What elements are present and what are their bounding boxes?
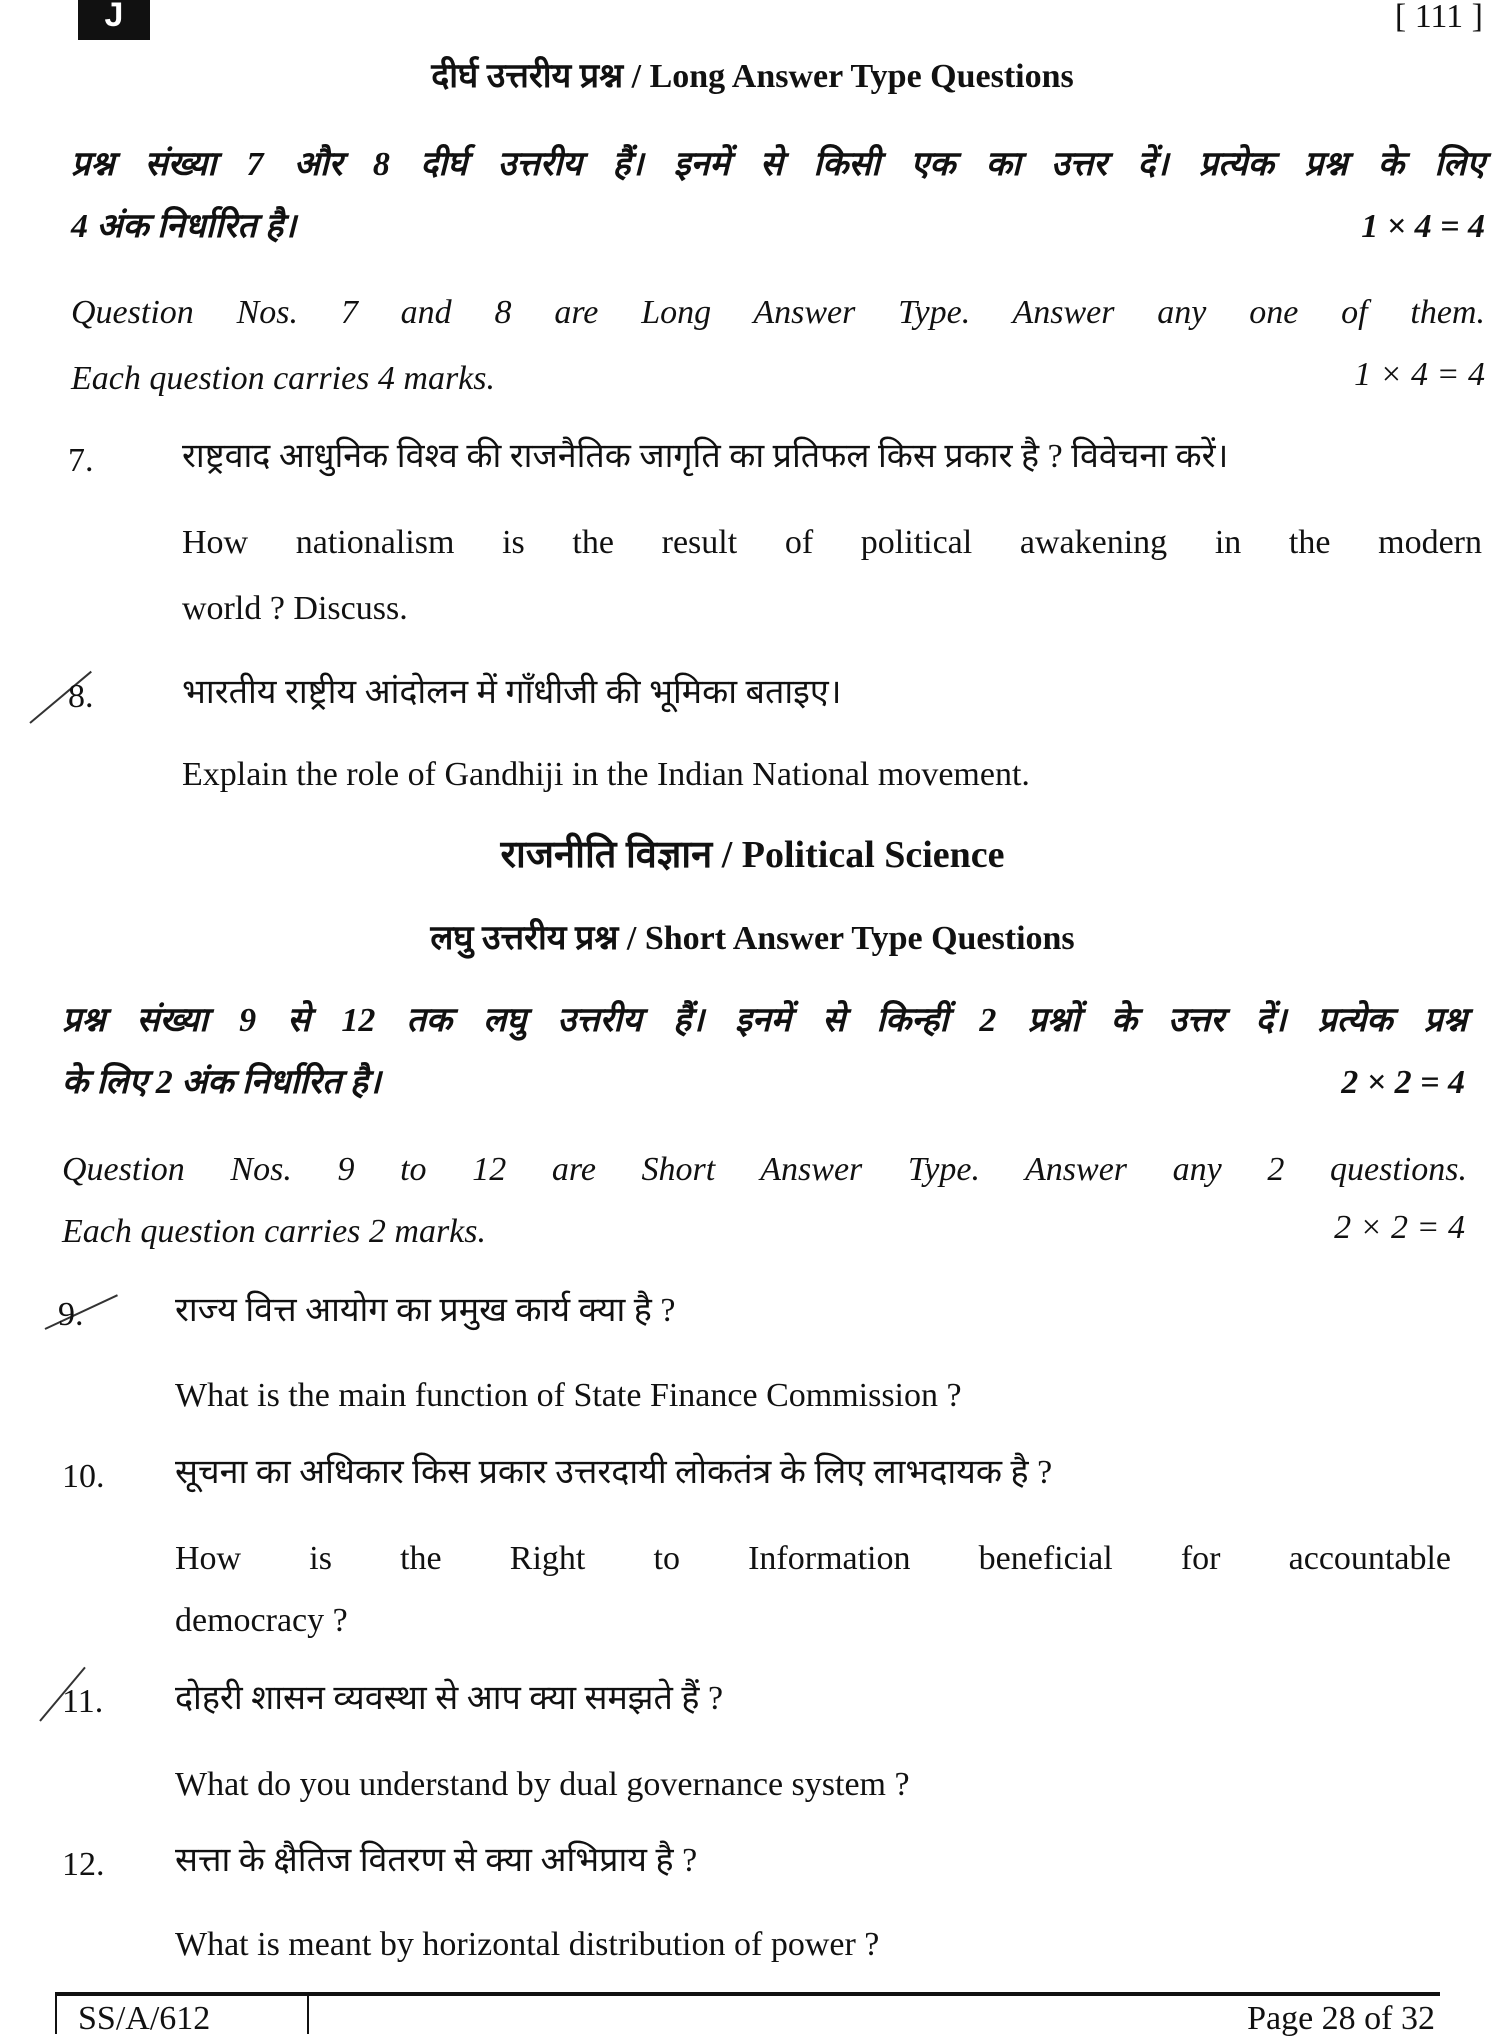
question-text-hi: सूचना का अधिकार किस प्रकार उत्तरदायी लोकतंत्र के लिए लाभदायक है ? — [175, 1454, 1053, 1491]
question-text-en: Explain the role of Gandhiji in the Indian National movement. — [182, 756, 1030, 793]
marks-en: 2 × 2 = 4 — [1334, 1209, 1465, 1246]
question-text-en: What do you understand by dual governance system ? — [175, 1766, 910, 1803]
instruction-hi: प्रश्न संख्या 9 से 12 तक लघु उत्तरीय हैं। इनमें से किन्हीं 2 प्रश्नों के उत्तर दें। प्रत्येक प्रश्न — [62, 1002, 1467, 1039]
page-number: Page 28 of 32 — [1247, 2000, 1435, 2037]
question-number: 12. — [62, 1846, 105, 1883]
instruction-en: Question Nos. 7 and 8 are Long Answer Type. Answer any one of them. — [71, 294, 1485, 331]
marks-en: 1 × 4 = 4 — [1354, 356, 1485, 393]
instruction-en: Each question carries 4 marks. — [71, 360, 496, 397]
question-text-en: How is the Right to Information beneficial for accountable — [175, 1540, 1451, 1577]
instruction-hi: के लिए 2 अंक निर्धारित है। — [62, 1064, 381, 1101]
set-badge: J — [78, 0, 150, 40]
subject-heading: राजनीति विज्ञान / Political Science — [500, 834, 1005, 876]
instruction-hi: प्रश्न संख्या 7 और 8 दीर्घ उत्तरीय हैं। इनमें से किसी एक का उत्तर दें। प्रत्येक प्रश्न के लिए — [71, 146, 1485, 183]
instruction-en: Question Nos. 9 to 12 are Short Answer Type. Answer any 2 questions. — [62, 1151, 1467, 1188]
question-text-en: How nationalism is the result of political awakening in the modern — [182, 524, 1482, 561]
section-heading-short: लघु उत्तरीय प्रश्न / Short Answer Type Questions — [430, 920, 1075, 957]
question-number: 11. — [62, 1683, 104, 1720]
question-text-hi: भारतीय राष्ट्रीय आंदोलन में गाँधीजी की भूमिका बताइए। — [182, 674, 842, 711]
question-text-hi: सत्ता के क्षैतिज वितरण से क्या अभिप्राय है ? — [175, 1842, 698, 1879]
question-number: 7. — [68, 442, 94, 479]
question-text-en: What is the main function of State Finance Commission ? — [175, 1377, 962, 1414]
instruction-en: Each question carries 2 marks. — [62, 1213, 487, 1250]
instruction-hi: 4 अंक निर्धारित है। — [71, 208, 297, 245]
question-text-en: world ? Discuss. — [182, 590, 408, 627]
question-text-en: democracy ? — [175, 1602, 348, 1639]
question-text-hi: दोहरी शासन व्यवस्था से आप क्या समझते हैं ? — [175, 1680, 724, 1717]
question-text-hi: राज्य वित्त आयोग का प्रमुख कार्य क्या है ? — [175, 1292, 676, 1329]
section-heading-long: दीर्घ उत्तरीय प्रश्न / Long Answer Type Questions — [431, 58, 1074, 95]
paper-code: SS/A/612 — [78, 2000, 211, 2037]
marks-hi: 2 × 2 = 4 — [1341, 1064, 1465, 1101]
question-number: 9. — [58, 1296, 84, 1333]
question-text-hi: राष्ट्रवाद आधुनिक विश्व की राजनैतिक जागृति का प्रतिफल किस प्रकार है ? विवेचना करें। — [182, 438, 1229, 475]
question-number: 10. — [62, 1458, 105, 1495]
page-code: [ 111 ] — [1394, 0, 1483, 35]
question-text-en: What is meant by horizontal distribution of power ? — [175, 1926, 880, 1963]
question-number: 8. — [68, 678, 94, 715]
marks-hi: 1 × 4 = 4 — [1361, 208, 1485, 245]
